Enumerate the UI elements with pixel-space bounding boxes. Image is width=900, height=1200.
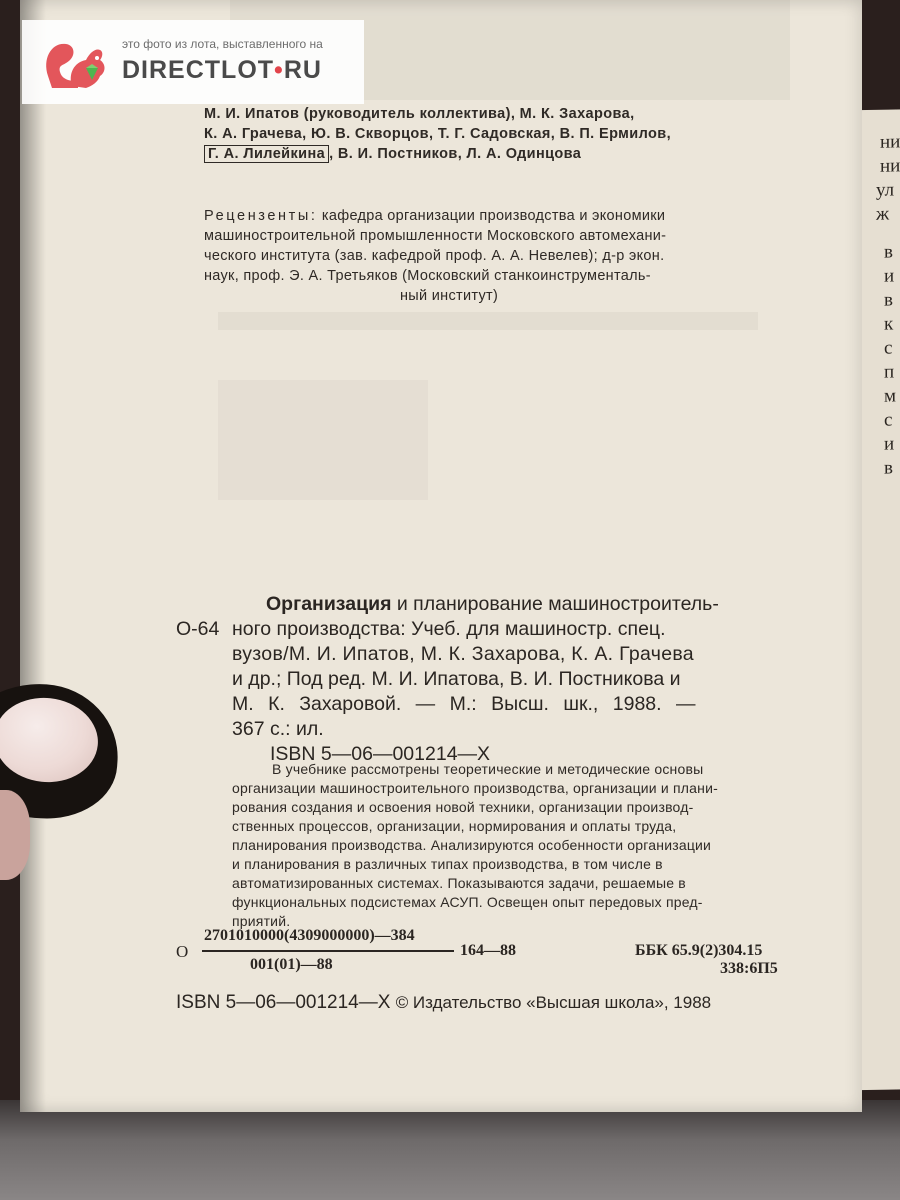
watermark-banner <box>22 20 364 104</box>
watermark-caption: это фото из лота, выставленного на <box>122 37 323 51</box>
page-gutter-shadow <box>20 0 46 1112</box>
catalog-line <box>232 592 719 617</box>
abstract-line: функциональных подсистемах АСУП. Освещен опыт передовых пред- <box>232 894 703 910</box>
reviewers-line: машиностроительной промышленности Московского автомехани- <box>204 228 667 244</box>
reviewers-line-rest: кафедра организации производства и экономики <box>317 208 666 224</box>
adjacent-page-fragment: и <box>884 433 895 455</box>
adjacent-page-fragment: с <box>884 409 893 431</box>
boxed-author-name: Г. А. Лилейкина <box>204 145 329 163</box>
abstract-line: рования создания и освоения новой техники, организации производ- <box>232 799 694 815</box>
catalog-code: О-64 <box>176 618 220 640</box>
authors-line: К. А. Грачева, Ю. В. Скворцов, Т. Г. Садовская, В. П. Ермилов, <box>204 126 672 142</box>
bbk-index: ББК 65.9(2)304.15 <box>635 942 763 959</box>
imprint-numerator: 2701010000(4309000000)—384 <box>204 927 415 944</box>
imprint-denominator: 001(01)—88 <box>250 956 333 973</box>
reviewers-label: Рецензенты: <box>204 208 318 224</box>
show-through-block <box>218 380 428 500</box>
authors-line: М. И. Ипатов (руководитель коллектива), М. К. Захарова, <box>204 106 635 122</box>
catalog-line: 367 с.: ил. <box>232 718 324 740</box>
catalog-line: и др.; Под ред. М. И. Ипатова, В. И. Постникова и <box>232 668 681 690</box>
copyright-text: © Издательство «Высшая школа», 1988 <box>395 993 712 1012</box>
abstract-line: планирования производства. Анализируются особенности организации <box>232 837 712 853</box>
abstract-line: В учебнике рассмотрены теоретические и методические основы <box>272 761 704 777</box>
reviewers-line: ческого института (зав. кафедрой проф. А. А. Невелев); д-р экон. <box>204 248 665 264</box>
adjacent-page-fragment: ж <box>876 203 890 225</box>
authors-block <box>204 104 744 164</box>
abstract-line: автоматизированных системах. Показываются задачи, решаемые в <box>232 875 686 891</box>
footer-line <box>176 992 711 1014</box>
imprint-letter: О <box>176 942 189 961</box>
reviewers-line: наук, проф. Э. А. Третьяков (Московский станкоинструменталь- <box>204 268 651 284</box>
adjacent-page-fragment: ни <box>880 131 900 153</box>
brand-name: DIRECTLOT <box>122 56 275 84</box>
brand-dot: • <box>274 56 284 84</box>
brand-domain: RU <box>283 56 322 84</box>
show-through-block <box>218 312 758 330</box>
adjacent-page-fragment: в <box>884 457 893 479</box>
catalog-line: вузов/М. И. Ипатов, М. К. Захарова, К. А. Грачева <box>232 643 694 665</box>
reviewers-line: ный институт) <box>400 288 499 304</box>
adjacent-page-fragment: ни <box>880 155 900 177</box>
udk-index: 338:6П5 <box>720 960 778 977</box>
catalog-line: М. К. Захаровой. — М.: Высш. шк., 1988. — <box>232 693 696 715</box>
adjacent-page-fragment: п <box>884 361 895 383</box>
authors-line-rest: , В. И. Постников, Л. А. Одинцова <box>329 146 582 162</box>
adjacent-page-fragment: м <box>884 385 897 407</box>
adjacent-page-fragment: к <box>884 313 894 335</box>
catalog-line-rest: и планирование машиностроитель- <box>391 593 719 615</box>
adjacent-page-fragment: с <box>884 337 893 359</box>
reviewers-line <box>204 206 764 226</box>
adjacent-page-fragment: в <box>884 289 893 311</box>
adjacent-page-fragment: ул <box>876 179 895 201</box>
catalog-line: ного производства: Учеб. для машиностр. спец. <box>232 618 666 640</box>
authors-line <box>204 144 744 164</box>
catalog-title-bold: Организация <box>266 593 392 615</box>
reviewers-block <box>204 206 764 306</box>
abstract-line: и планирования в различных типах производства, в том числе в <box>232 856 663 872</box>
abstract-block <box>232 760 792 931</box>
abstract-line: приятий. <box>232 913 291 929</box>
catalog-isbn: ISBN 5—06—001214—Х <box>270 743 491 765</box>
background-fabric <box>0 1100 900 1200</box>
watermark-brand <box>122 56 322 85</box>
fraction-line <box>202 950 454 952</box>
adjacent-page-fragment: в <box>884 241 893 263</box>
footer-isbn: ISBN 5—06—001214—Х <box>176 992 391 1013</box>
abstract-line: организации машиностроительного производства, организации и плани- <box>232 780 718 796</box>
adjacent-page-fragment: и <box>884 265 895 287</box>
abstract-line: ственных процессов, организации, нормирования и оплаты труда, <box>232 818 677 834</box>
imprint-code: 164—88 <box>460 942 516 959</box>
squirrel-logo-icon <box>42 36 112 90</box>
